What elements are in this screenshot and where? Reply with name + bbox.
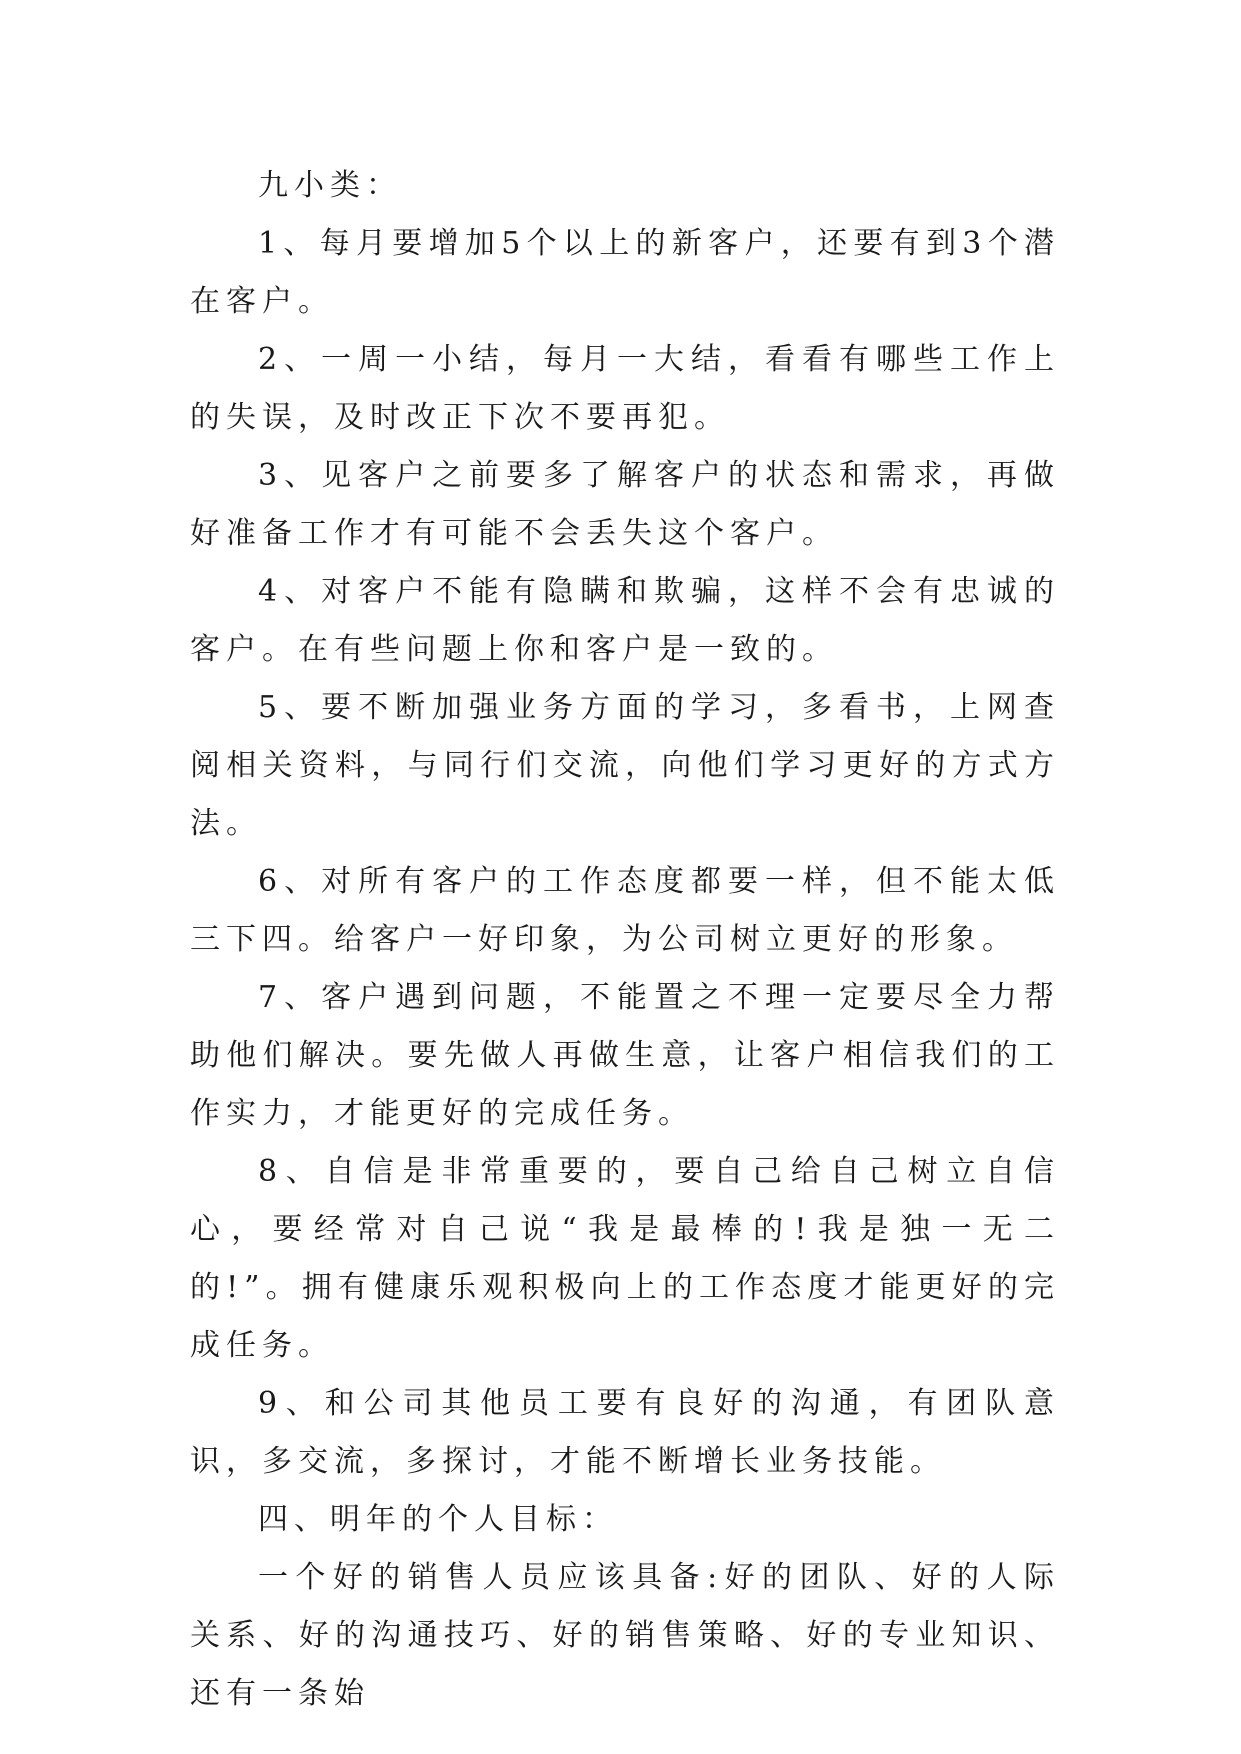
paragraph-item-1: 1、每月要增加5个以上的新客户，还要有到3个潜在客户。	[190, 226, 1060, 319]
paragraph-item-2: 2、一周一小结，每月一大结，看看有哪些工作上的失误，及时改正下次不要再犯。	[190, 342, 1060, 435]
document-body	[190, 157, 1060, 1723]
paragraph-subheading: 九小类：	[258, 168, 402, 203]
paragraph-item-6: 6、对所有客户的工作态度都要一样，但不能太低三下四。给客户一好印象，为公司树立更好的形象。	[190, 864, 1060, 957]
paragraph-item-7: 7、客户遇到问题，不能置之不理一定要尽全力帮助他们解决。要先做人再做生意，让客户相信我们的工作实力，才能更好的完成任务。	[190, 980, 1060, 1131]
paragraph-item-4: 4、对客户不能有隐瞒和欺骗，这样不会有忠诚的客户。在有些问题上你和客户是一致的。	[190, 574, 1060, 667]
paragraph-item-3: 3、见客户之前要多了解客户的状态和需求，再做好准备工作才有可能不会丢失这个客户。	[190, 458, 1060, 551]
paragraph-item-5: 5、要不断加强业务方面的学习，多看书，上网查阅相关资料，与同行们交流，向他们学习更好的方式方法。	[190, 690, 1060, 841]
paragraph-goals-intro: 一个好的销售人员应该具备:好的团队、好的人际关系、好的沟通技巧、好的销售策略、好的专业知识、还有一条始	[190, 1560, 1060, 1711]
paragraph-item-9: 9、和公司其他员工要有良好的沟通，有团队意识，多交流，多探讨，才能不断增长业务技能。	[190, 1386, 1060, 1479]
paragraph-item-8: 8、自信是非常重要的，要自己给自己树立自信心，要经常对自己说“我是最棒的!我是独一无二的!”。拥有健康乐观积极向上的工作态度才能更好的完成任务。	[190, 1154, 1060, 1363]
section-heading-goals: 四、明年的个人目标：	[258, 1502, 618, 1537]
